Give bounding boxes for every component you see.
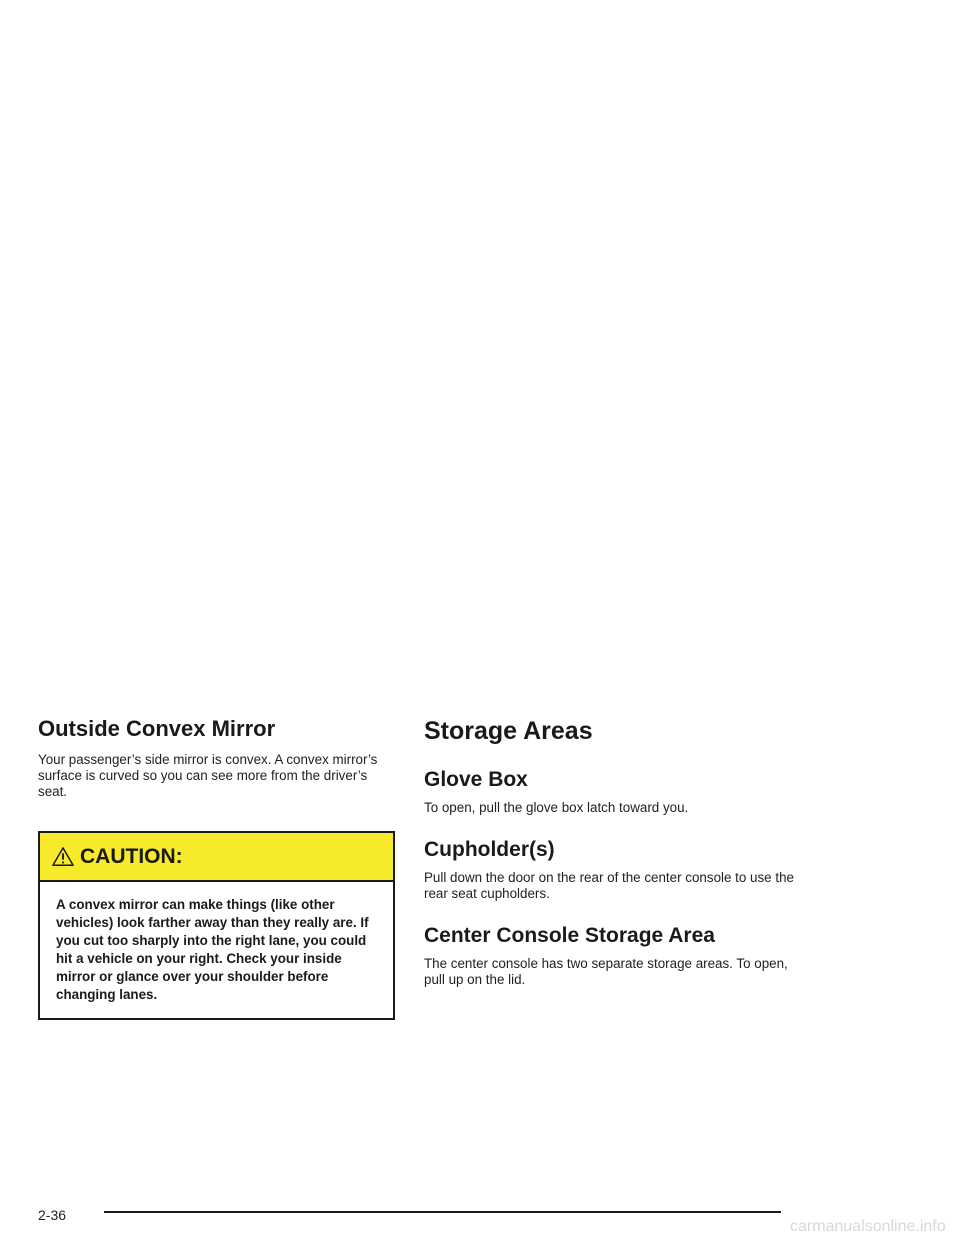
cupholders-text: Pull down the door on the rear of the center console to use the rear seat cupholders. bbox=[424, 870, 794, 901]
caution-box bbox=[38, 831, 395, 1020]
page-number: 2-36 bbox=[38, 1207, 67, 1223]
footer-rule bbox=[104, 1211, 781, 1213]
subheading-glove-box: Glove Box bbox=[424, 768, 528, 791]
subheading-center-console: Center Console Storage Area bbox=[424, 924, 715, 947]
glove-box-text: To open, pull the glove box latch toward you. bbox=[424, 800, 689, 815]
caution-text: A convex mirror can make things (like other vehicles) look farther away than they really are. If you cut too sharply into the right lane, you could hit a vehicle on your right. Check your inside mirror or glance over your shoulder before changing lanes. bbox=[56, 897, 369, 1002]
caution-title: CAUTION: bbox=[80, 844, 183, 868]
right-column bbox=[424, 716, 794, 988]
warning-triangle-icon bbox=[52, 846, 74, 868]
caution-header bbox=[40, 833, 393, 882]
subheading-cupholders: Cupholder(s) bbox=[424, 838, 555, 861]
section-heading-outside-convex-mirror: Outside Convex Mirror bbox=[38, 716, 276, 741]
left-column bbox=[38, 716, 395, 1020]
watermark: carmanualsonline.info bbox=[790, 1218, 946, 1235]
center-console-text: The center console has two separate storage areas. To open, pull up on the lid. bbox=[424, 956, 788, 987]
mirror-description: Your passenger’s side mirror is convex. A convex mirror’s surface is curved so you can see more from the driver’s seat. bbox=[38, 752, 378, 799]
section-heading-storage-areas: Storage Areas bbox=[424, 717, 593, 745]
